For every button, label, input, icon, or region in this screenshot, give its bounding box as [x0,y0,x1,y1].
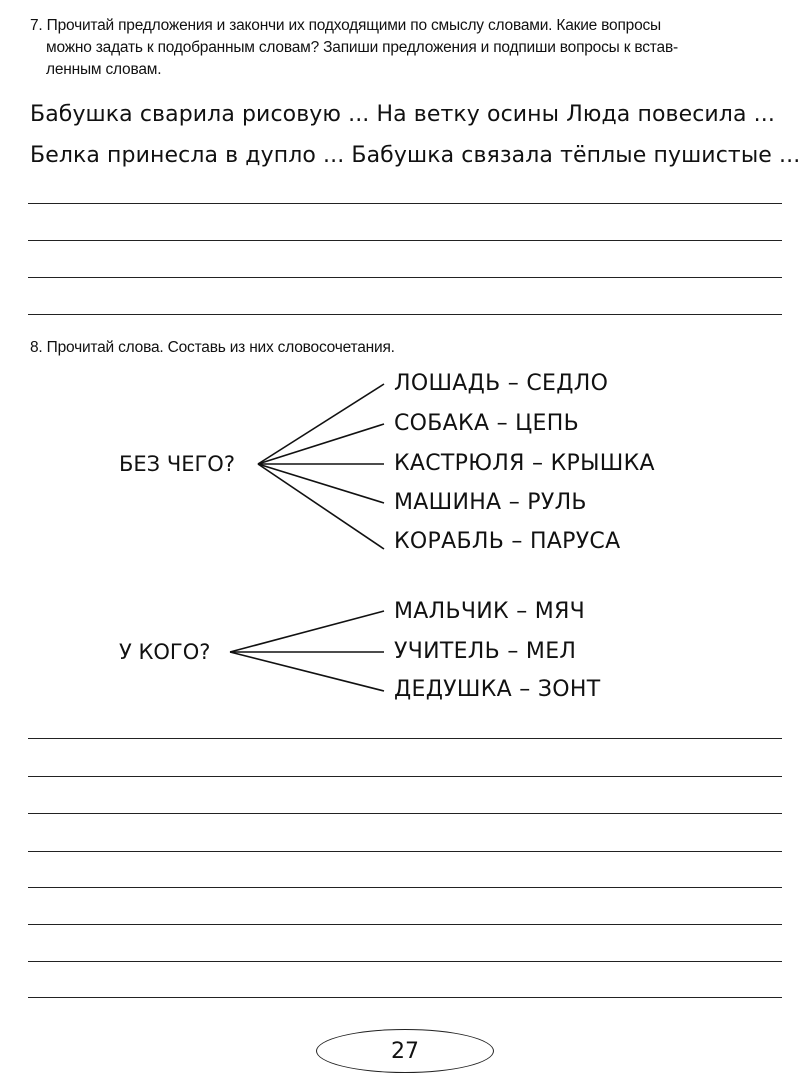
word-pair: ДЕДУШКА – ЗОНТ [394,677,601,702]
connector-line [258,464,384,503]
word-pair: УЧИТЕЛЬ – МЕЛ [394,639,577,664]
task8-instruction: 8. Прочитай слова. Составь из них словосочетания. [30,339,395,356]
connector-line [230,652,384,691]
writing-line[interactable] [28,813,782,814]
connector-line [258,464,384,549]
task7-sentence-line2: Белка принесла в дупло ... Бабушка связала тёплые пушистые ... [30,143,801,168]
task7-instruction-line1: 7. Прочитай предложения и закончи их подходящими по смыслу словами. Какие вопросы [30,17,661,34]
word-pair: МАЛЬЧИК – МЯЧ [394,599,586,624]
word-pair: КАСТРЮЛЯ – КРЫШКА [394,451,655,476]
word-pair: СОБАКА – ЦЕПЬ [394,411,579,436]
question-at-whom: У КОГО? [119,640,211,664]
task7-sentence-line1: Бабушка сварила рисовую ... На ветку осины Люда повесила ... [30,102,775,127]
connector-line [258,384,384,464]
page-number-oval [316,1029,494,1073]
word-pair: ЛОШАДЬ – СЕДЛО [394,371,609,396]
writing-line[interactable] [28,851,782,852]
writing-line[interactable] [28,776,782,777]
connector-line [258,424,384,464]
word-pair: МАШИНА – РУЛЬ [394,490,587,515]
writing-line[interactable] [28,924,782,925]
connector-line [230,611,384,652]
word-pair: КОРАБЛЬ – ПАРУСА [394,529,621,554]
page-number: 27 [391,1038,419,1064]
task7-instruction-line3: ленным словам. [46,61,162,78]
writing-line[interactable] [28,961,782,962]
question-without-what: БЕЗ ЧЕГО? [119,452,235,476]
writing-line[interactable] [28,738,782,739]
writing-line[interactable] [28,997,782,998]
writing-line[interactable] [28,887,782,888]
task7-instruction-line2: можно задать к подобранным словам? Запиши предложения и подпиши вопросы к встав- [46,39,678,56]
